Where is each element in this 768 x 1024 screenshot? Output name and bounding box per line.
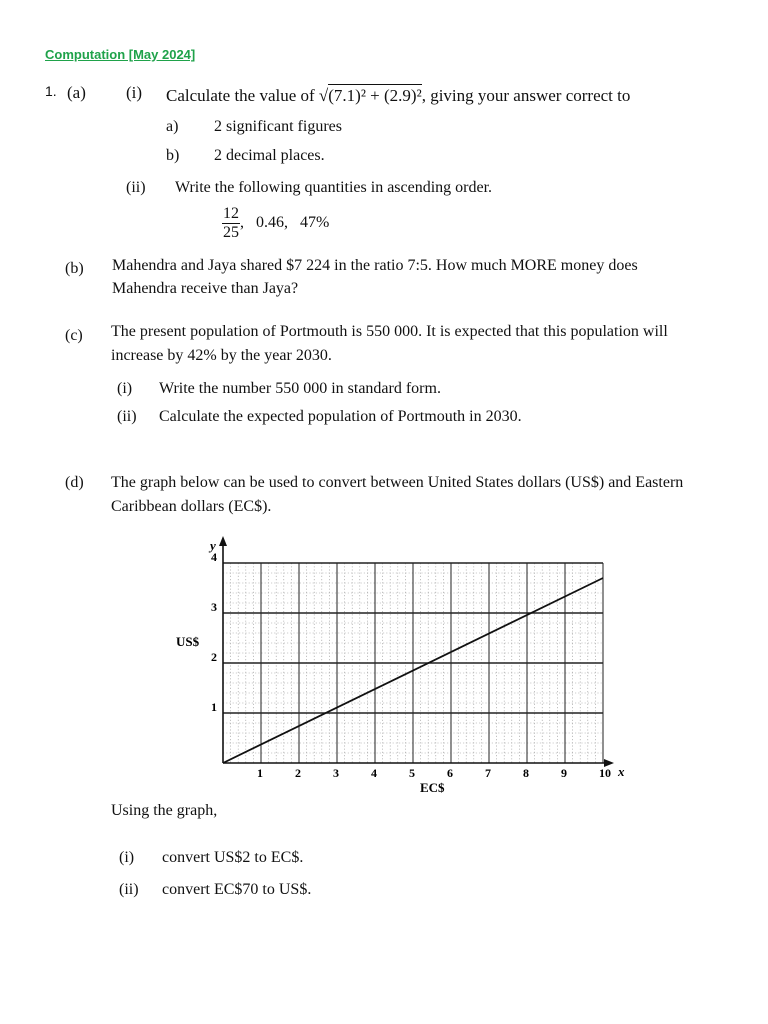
x-tick-label: 2 — [295, 766, 301, 780]
x-tick-label: 7 — [485, 766, 491, 780]
radicand: (7.1)² + (2.9)² — [328, 86, 422, 105]
fraction-numerator: 12 — [223, 205, 239, 222]
sub-b-text: 2 decimal places. — [214, 147, 325, 164]
y-tick-label: 1 — [211, 700, 217, 714]
part-a-i-text — [166, 84, 630, 106]
part-c-i-text: Write the number 550 000 in standard form. — [159, 380, 441, 397]
part-d-ii-text: convert EC$70 to US$. — [162, 881, 312, 898]
y-tick-label: 3 — [211, 600, 217, 614]
part-c-ii-text: Calculate the expected population of Portmouth in 2030. — [159, 408, 522, 425]
part-a-i-label: (i) — [126, 83, 143, 102]
part-b-line1: Mahendra and Jaya shared $7 224 in the ratio 7:5. How much MORE money does — [112, 257, 638, 274]
part-a-i-text-pre: Calculate the value of √ — [166, 86, 329, 105]
y-axis-arrow — [219, 536, 227, 546]
part-d-ii-label: (ii) — [119, 881, 139, 898]
part-c-ii-label: (ii) — [117, 408, 137, 425]
x-tick-label: 4 — [371, 766, 377, 780]
conversion-graph — [170, 530, 640, 805]
axes — [219, 536, 614, 767]
x-tick-label: 8 — [523, 766, 529, 780]
part-c-line1: The present population of Portmouth is 550 000. It is expected that this population will — [111, 323, 668, 340]
part-d-label: (d) — [65, 474, 84, 491]
fraction-12-25 — [222, 206, 240, 241]
fraction-denominator: 25 — [223, 224, 239, 241]
x-tick-label: 6 — [447, 766, 453, 780]
major-grid — [223, 563, 603, 763]
tick-labels — [211, 550, 611, 780]
sub-a-text: 2 significant figures — [214, 118, 342, 135]
part-d-line1: The graph below can be used to convert between United States dollars (US$) and Eastern — [111, 474, 684, 491]
part-a-label: (a) — [67, 83, 86, 102]
part-d-i-label: (i) — [119, 849, 135, 866]
quantities-rest: , 0.46, 47% — [240, 214, 330, 232]
part-a-ii-text: Write the following quantities in ascending order. — [175, 179, 493, 196]
x-tick-label: 3 — [333, 766, 339, 780]
question-number: 1. — [45, 83, 57, 99]
part-a-ii-label: (ii) — [126, 179, 146, 196]
part-d-line2: Caribbean dollars (EC$). — [111, 498, 272, 515]
x-tick-label: 9 — [561, 766, 567, 780]
part-d-i-text: convert US$2 to EC$. — [162, 849, 304, 866]
x-tick-label: 5 — [409, 766, 415, 780]
y-axis-label: US$ — [176, 634, 200, 649]
part-c-label: (c) — [65, 327, 83, 344]
y-tick-label: 4 — [211, 550, 217, 564]
part-a-i-text-post: , giving your answer correct to — [421, 86, 631, 105]
x-axis-letter: x — [618, 764, 625, 779]
x-tick-label: 1 — [257, 766, 263, 780]
x-tick-label: 10 — [599, 766, 611, 780]
y-tick-label: 2 — [211, 650, 217, 664]
part-c-i-label: (i) — [117, 380, 133, 397]
part-c-line2: increase by 42% by the year 2030. — [111, 347, 332, 364]
y-axis-letter: y — [210, 538, 216, 553]
sub-b-label: b) — [166, 147, 180, 164]
quantities-list — [222, 206, 329, 241]
using-graph-text: Using the graph, — [111, 802, 218, 819]
part-b-label: (b) — [65, 260, 84, 277]
sub-a-label: a) — [166, 118, 179, 135]
part-b-line2: Mahendra receive than Jaya? — [112, 280, 299, 297]
x-axis-label: EC$ — [420, 780, 445, 795]
page-header: Computation [May 2024] — [45, 47, 196, 62]
